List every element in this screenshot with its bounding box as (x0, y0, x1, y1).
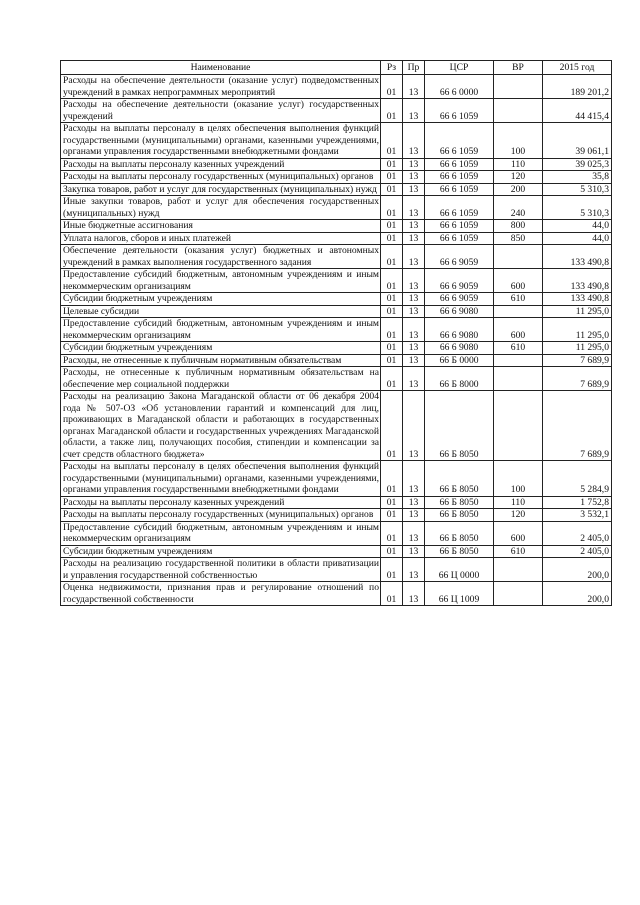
cell-pr: 13 (403, 342, 425, 355)
cell-vr: 120 (494, 171, 543, 184)
cell-pr: 13 (403, 305, 425, 318)
header-vr: ВР (494, 61, 543, 75)
cell-vr: 240 (494, 196, 543, 220)
table-header-row (61, 61, 612, 75)
cell-sum: 2 405,0 (543, 521, 612, 545)
cell-pr: 13 (403, 391, 425, 461)
cell-vr: 200 (494, 183, 543, 196)
table-row (61, 232, 612, 245)
cell-sum: 133 490,8 (543, 269, 612, 293)
cell-name: Расходы на реализацию государственной политики в области приватизации и управления государственной собственностью (61, 558, 381, 582)
cell-rz: 01 (381, 183, 403, 196)
table-row (61, 509, 612, 522)
table-row (61, 354, 612, 367)
cell-sum: 35,8 (543, 171, 612, 184)
cell-csr: 66 Б 8000 (425, 367, 494, 391)
cell-name: Целевые субсидии (61, 305, 381, 318)
cell-rz: 01 (381, 196, 403, 220)
cell-csr: 66 6 1059 (425, 220, 494, 233)
cell-pr: 13 (403, 582, 425, 606)
cell-rz: 01 (381, 220, 403, 233)
header-name: Наименование (61, 61, 381, 75)
cell-pr: 13 (403, 158, 425, 171)
cell-vr (494, 367, 543, 391)
cell-name: Субсидии бюджетным учреждениям (61, 342, 381, 355)
cell-sum: 5 310,3 (543, 183, 612, 196)
cell-pr: 13 (403, 354, 425, 367)
cell-rz: 01 (381, 582, 403, 606)
cell-sum: 200,0 (543, 582, 612, 606)
cell-vr: 110 (494, 496, 543, 509)
cell-name: Оценка недвижимости, признания прав и регулирование отношений по государственной собственности (61, 582, 381, 606)
cell-name: Иные бюджетные ассигнования (61, 220, 381, 233)
cell-sum: 44,0 (543, 220, 612, 233)
cell-rz: 01 (381, 461, 403, 497)
cell-pr: 13 (403, 509, 425, 522)
cell-csr: 66 6 9080 (425, 305, 494, 318)
cell-vr (494, 245, 543, 269)
cell-vr: 100 (494, 123, 543, 159)
cell-csr: 66 6 1059 (425, 158, 494, 171)
cell-pr: 13 (403, 293, 425, 306)
cell-rz: 01 (381, 342, 403, 355)
cell-vr: 600 (494, 269, 543, 293)
table-row (61, 220, 612, 233)
table-row (61, 183, 612, 196)
table-row (61, 496, 612, 509)
cell-rz: 01 (381, 171, 403, 184)
budget-table (60, 60, 612, 606)
cell-rz: 01 (381, 123, 403, 159)
cell-sum: 39 025,3 (543, 158, 612, 171)
cell-name: Расходы на обеспечение деятельности (оказание услуг) государственных учреждений (61, 99, 381, 123)
cell-vr: 800 (494, 220, 543, 233)
cell-vr: 600 (494, 521, 543, 545)
cell-name: Расходы на выплаты персоналу государственных (муниципальных) органов (61, 509, 381, 522)
table-row (61, 305, 612, 318)
cell-vr: 120 (494, 509, 543, 522)
cell-rz: 01 (381, 75, 403, 99)
cell-name: Субсидии бюджетным учреждениям (61, 293, 381, 306)
cell-vr: 110 (494, 158, 543, 171)
cell-name: Расходы на реализацию Закона Магаданской области от 06 декабря 2004 года № 507-ОЗ «Об установлении гарантий и компенсаций для лиц, проживающих в Магаданской области и работающих в государственных органах Магаданской области и государственных учреждениях Магаданской области, а также лиц, получающих пособия, стипендии и компенсации за счет средств областного бюджета» (61, 391, 381, 461)
cell-name: Иные закупки товаров, работ и услуг для обеспечения государственных (муниципальных) нужд (61, 196, 381, 220)
cell-csr: 66 6 1059 (425, 171, 494, 184)
cell-rz: 01 (381, 158, 403, 171)
cell-name: Расходы на выплаты персоналу в целях обеспечения выполнения функций государственными (муниципальными) органами, казенными учреждениями, органами управления государственными внебюджетными фондами (61, 123, 381, 159)
cell-rz: 01 (381, 558, 403, 582)
table-row (61, 461, 612, 497)
cell-sum: 1 752,8 (543, 496, 612, 509)
cell-csr: 66 6 9080 (425, 318, 494, 342)
cell-csr: 66 Б 8050 (425, 461, 494, 497)
cell-vr (494, 582, 543, 606)
cell-pr: 13 (403, 558, 425, 582)
table-row (61, 342, 612, 355)
cell-name: Закупка товаров, работ и услуг для государственных (муниципальных) нужд (61, 183, 381, 196)
cell-sum: 5 310,3 (543, 196, 612, 220)
cell-name: Уплата налогов, сборов и иных платежей (61, 232, 381, 245)
cell-pr: 13 (403, 171, 425, 184)
table-row (61, 245, 612, 269)
cell-sum: 44 415,4 (543, 99, 612, 123)
cell-rz: 01 (381, 232, 403, 245)
cell-name: Субсидии бюджетным учреждениям (61, 545, 381, 558)
cell-name: Предоставление субсидий бюджетным, автономным учреждениям и иным некоммерческим организациям (61, 269, 381, 293)
table-row (61, 582, 612, 606)
cell-vr (494, 558, 543, 582)
cell-sum: 189 201,2 (543, 75, 612, 99)
cell-rz: 01 (381, 354, 403, 367)
table-row (61, 158, 612, 171)
cell-pr: 13 (403, 318, 425, 342)
header-rz: Рз (381, 61, 403, 75)
cell-sum: 7 689,9 (543, 354, 612, 367)
cell-rz: 01 (381, 293, 403, 306)
table-row (61, 367, 612, 391)
header-csr: ЦСР (425, 61, 494, 75)
cell-vr (494, 391, 543, 461)
header-pr: Пр (403, 61, 425, 75)
cell-csr: 66 Б 8050 (425, 545, 494, 558)
cell-vr: 600 (494, 318, 543, 342)
cell-csr: 66 6 9059 (425, 269, 494, 293)
cell-pr: 13 (403, 196, 425, 220)
cell-sum: 200,0 (543, 558, 612, 582)
cell-vr: 610 (494, 293, 543, 306)
cell-csr: 66 Ц 0000 (425, 558, 494, 582)
cell-sum: 39 061,1 (543, 123, 612, 159)
cell-pr: 13 (403, 545, 425, 558)
cell-csr: 66 Б 8050 (425, 509, 494, 522)
cell-vr: 610 (494, 545, 543, 558)
cell-csr: 66 6 1059 (425, 196, 494, 220)
table-row (61, 171, 612, 184)
table-row (61, 293, 612, 306)
cell-csr: 66 6 1059 (425, 123, 494, 159)
cell-pr: 13 (403, 99, 425, 123)
cell-name: Предоставление субсидий бюджетным, автономным учреждениям и иным некоммерческим организациям (61, 318, 381, 342)
table-row (61, 75, 612, 99)
cell-rz: 01 (381, 367, 403, 391)
header-sum: 2015 год (543, 61, 612, 75)
cell-pr: 13 (403, 123, 425, 159)
cell-rz: 01 (381, 318, 403, 342)
cell-rz: 01 (381, 496, 403, 509)
cell-csr: 66 6 9059 (425, 245, 494, 269)
cell-vr (494, 75, 543, 99)
cell-sum: 7 689,9 (543, 367, 612, 391)
cell-csr: 66 6 0000 (425, 75, 494, 99)
cell-vr: 850 (494, 232, 543, 245)
cell-csr: 66 Б 8050 (425, 496, 494, 509)
cell-pr: 13 (403, 521, 425, 545)
cell-csr: 66 Б 8050 (425, 521, 494, 545)
cell-rz: 01 (381, 269, 403, 293)
cell-pr: 13 (403, 269, 425, 293)
cell-csr: 66 6 1059 (425, 183, 494, 196)
table-row (61, 545, 612, 558)
cell-rz: 01 (381, 521, 403, 545)
cell-pr: 13 (403, 75, 425, 99)
cell-vr: 610 (494, 342, 543, 355)
cell-sum: 133 490,8 (543, 245, 612, 269)
cell-sum: 11 295,0 (543, 305, 612, 318)
cell-pr: 13 (403, 367, 425, 391)
cell-vr: 100 (494, 461, 543, 497)
cell-rz: 01 (381, 509, 403, 522)
cell-pr: 13 (403, 496, 425, 509)
cell-rz: 01 (381, 545, 403, 558)
cell-csr: 66 6 9059 (425, 293, 494, 306)
cell-name: Расходы на выплаты персоналу казенных учреждений (61, 158, 381, 171)
cell-sum: 11 295,0 (543, 318, 612, 342)
table-row (61, 269, 612, 293)
cell-pr: 13 (403, 183, 425, 196)
cell-name: Расходы на выплаты персоналу государственных (муниципальных) органов (61, 171, 381, 184)
cell-sum: 133 490,8 (543, 293, 612, 306)
cell-name: Обеспечение деятельности (оказания услуг) бюджетных и автономных учреждений в рамках выполнения государственного задания (61, 245, 381, 269)
cell-csr: 66 6 1059 (425, 232, 494, 245)
cell-sum: 11 295,0 (543, 342, 612, 355)
cell-name: Расходы на выплаты персоналу в целях обеспечения выполнения функций государственными (муниципальными) органами, казенными учреждениями, органами управления государственными внебюджетными фондами (61, 461, 381, 497)
cell-csr: 66 6 1059 (425, 99, 494, 123)
cell-vr (494, 99, 543, 123)
cell-rz: 01 (381, 391, 403, 461)
cell-name: Расходы на выплаты персоналу казенных учреждений (61, 496, 381, 509)
cell-pr: 13 (403, 461, 425, 497)
cell-vr (494, 354, 543, 367)
cell-sum: 3 532,1 (543, 509, 612, 522)
cell-csr: 66 Б 8050 (425, 391, 494, 461)
cell-name: Расходы на обеспечение деятельности (оказание услуг) подведомственных учреждений в рамках непрограммных мероприятий (61, 75, 381, 99)
cell-rz: 01 (381, 305, 403, 318)
table-body (61, 75, 612, 606)
cell-vr (494, 305, 543, 318)
table-row (61, 558, 612, 582)
cell-pr: 13 (403, 245, 425, 269)
cell-rz: 01 (381, 245, 403, 269)
table-row (61, 521, 612, 545)
cell-rz: 01 (381, 99, 403, 123)
table-row (61, 99, 612, 123)
cell-csr: 66 6 9080 (425, 342, 494, 355)
cell-name: Предоставление субсидий бюджетным, автономным учреждениям и иным некоммерческим организациям (61, 521, 381, 545)
cell-csr: 66 Б 0000 (425, 354, 494, 367)
table-row (61, 318, 612, 342)
table-row (61, 391, 612, 461)
cell-name: Расходы, не отнесенные к публичным нормативным обязательствам на обеспечение мер социальной поддержки (61, 367, 381, 391)
cell-name: Расходы, не отнесенные к публичным нормативным обязательствам (61, 354, 381, 367)
cell-csr: 66 Ц 1009 (425, 582, 494, 606)
cell-pr: 13 (403, 232, 425, 245)
table-row (61, 123, 612, 159)
cell-sum: 5 284,9 (543, 461, 612, 497)
cell-sum: 7 689,9 (543, 391, 612, 461)
table-row (61, 196, 612, 220)
cell-pr: 13 (403, 220, 425, 233)
cell-sum: 44,0 (543, 232, 612, 245)
cell-sum: 2 405,0 (543, 545, 612, 558)
